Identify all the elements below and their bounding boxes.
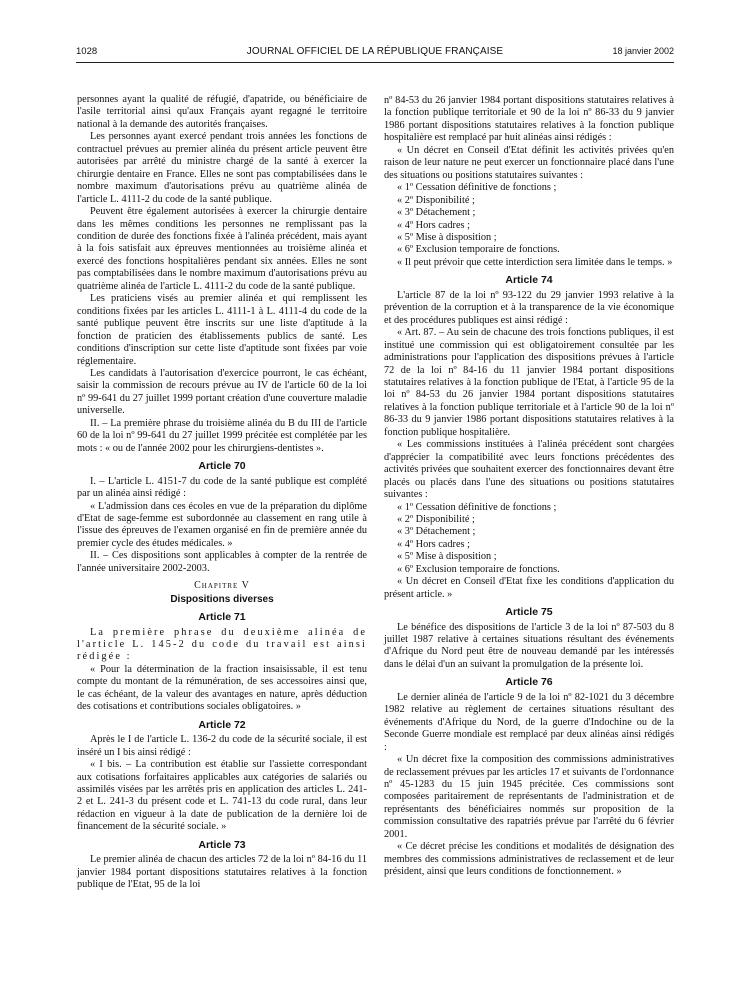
publication-date: 18 janvier 2002 [612, 46, 674, 56]
paragraph: II. – La première phrase du troisième alinéa du B du III de l'article 60 de la loi nº 99-641 du 27 juillet 1999 précitée est complétée par les mots : « ou de l'année 2002 pour les chirurgiens-dentistes ». [77, 417, 367, 454]
list-item: « 6º Exclusion temporaire de fonctions. [397, 244, 560, 256]
quoted-paragraph: « Ce décret précise les conditions et modalités de désignation des membres des commissions administratives de reclassement et de leur président, ainsi que leurs conditions de fonctionnement. » [384, 841, 674, 878]
list-item: « 1º Cessation définitive de fonctions ; [397, 182, 557, 194]
chapter-title: Dispositions diverses [170, 593, 274, 605]
paragraph: L'article 87 de la loi nº 93-122 du 29 janvier 1993 relative à la prévention de la corruption et à la transparence de la vie économique et des procédures publiques est ainsi rédigé : [384, 289, 674, 326]
quoted-paragraph: « L'admission dans ces écoles en vue de la préparation du diplôme d'Etat de sage-femme est subordonnée au classement en rang utile à l'issue des épreuves de l'examen organisé en fin de première année du premier cycle des études médicales. » [77, 500, 367, 549]
article-heading: Article 75 [505, 606, 553, 619]
article-heading: Article 71 [198, 611, 246, 624]
paragraph: Les praticiens visés au premier alinéa et qui remplissent les conditions fixées par les articles L. 4111-1 à L. 4111-4 du code de la santé publique peuvent être inscrits sur une liste d'aptitude à la fonction de praticien des établissements publics de santé. Les conditions d'inscription sur cette liste d'aptitude sont fixées par voie réglementaire. [77, 293, 367, 367]
list [384, 502, 674, 577]
paragraph: Le premier alinéa de chacun des articles 72 de la loi nº 84-16 du 11 janvier 1984 portant dispositions statutaires relatives à la fonction publique de l'Etat, 95 de la loi [77, 854, 367, 891]
page-header [76, 46, 674, 60]
list [384, 182, 674, 257]
right-column [384, 95, 674, 879]
list-item: « 1º Cessation définitive de fonctions ; [397, 501, 557, 513]
list-item: « 4º Hors cadres ; [397, 219, 470, 231]
paragraph: I. – L'article L. 4151-7 du code de la santé publique est complété par un alinéa ainsi rédigé : [77, 475, 367, 500]
quoted-paragraph: « Un décret en Conseil d'Etat définit les activités privées qu'en raison de leur nature ne peut exercer un fonctionnaire placé dans l'une des situations ou positions statutaires suivantes : [384, 144, 674, 181]
left-column [77, 94, 367, 892]
quoted-paragraph: « Un décret fixe la composition des commissions administratives de reclassement prévues par les articles 17 et suivants de l'ordonnance nº 45-1283 du 15 juin 1945 précitée. Ces commissions sont composées paritairement de représentants de l'administration et de représentants des bénéficiaires nommés sur proposition de la commission consultative des rapatriés prévue par l'arrêté du 6 février 2001. [384, 754, 674, 840]
list-item: « 5º Mise à disposition ; [397, 551, 497, 563]
list-item: « 3º Détachement ; [397, 526, 476, 538]
header-rule [76, 62, 674, 63]
quoted-paragraph: « Un décret en Conseil d'Etat fixe les conditions d'application du présent article. » [384, 576, 674, 600]
quoted-paragraph: « Pour la détermination de la fraction insaisissable, il est tenu compte du montant de la rémunération, de ses accessoires ainsi que, le cas échéant, de la valeur des avantages en nature, après déduction des cotisations et contributions sociales obligatoires. » [77, 663, 367, 713]
quoted-paragraph: « Les commissions instituées à l'alinéa précédent sont chargées d'apprécier la compatibilité avec leurs fonctions précédentes des activités privées que souhaitent exercer des fonctionnaires devant être placés ou placés dans l'une des situations ou positions statutaires suivantes : [384, 439, 674, 501]
chapter-heading: Chapitre V [194, 580, 250, 592]
article-heading: Article 73 [198, 838, 246, 851]
paragraph: Peuvent être également autorisées à exercer la chirurgie dentaire dans les mêmes conditions les personnes ne remplissant pas la condition de durée des fonctions fixée à l'alinéa précédent, mais ayant à la fois satisfait aux épreuves mentionnées au troisième alinéa et exercé des fonctions hospitalières pendant six années. Elles ne sont pas comptabilisées dans le nombre maximum d'autorisations prévu au quatrième alinéa de l'article L. 4111-2 du code de la santé publique. [77, 206, 367, 292]
paragraph: Le dernier alinéa de l'article 9 de la loi nº 82-1021 du 3 décembre 1982 relative au règlement de certaines situations résultant des événements d'Afrique du Nord, de la guerre d'Indochine ou de la Seconde Guerre mondiale est remplacé par deux alinéas ainsi rédigés : [384, 691, 674, 753]
paragraph: Le bénéfice des dispositions de l'article 3 de la loi nº 87-503 du 8 juillet 1987 relative à certaines situations résultant des événements d'Afrique du Nord peut être de nouveau demandé par les intéressés dans le délai d'un an suivant la promulgation de la présente loi. [384, 621, 674, 670]
quoted-paragraph: « Il peut prévoir que cette interdiction sera limitée dans le temps. » [397, 256, 673, 268]
article-heading: Article 74 [505, 274, 553, 287]
list-item: « 5º Mise à disposition ; [397, 231, 497, 243]
paragraph: Les personnes ayant exercé pendant trois années les fonctions de contractuel prévues au premier alinéa du présent article peuvent être autorisées par arrêté du ministre chargé de la santé à exercer la chirurgie dentaire en France. Elles ne sont pas comptabilisées dans le nombre maximum d'autorisations prévu au quatrième alinéa de l'article L. 4111-2 du code de la santé publique. [77, 131, 367, 205]
list-item: « 2º Disponibilité ; [397, 513, 475, 525]
quoted-paragraph: « I bis. – La contribution est établie sur l'assiette correspondant aux cotisations forfaitaires applicables aux catégories de salariés ou assimilés visées par les arrêtés pris en application des articles L. 241-2 et L. 241-3 du présent code et L. 741-13 du code rural, dans leur rédaction en vigueur à la date de publication de la dernière loi de financement de la sécurité sociale. » [77, 759, 367, 833]
paragraph: Les candidats à l'autorisation d'exercice pourront, le cas échéant, saisir la commission de recours prévue au IV de l'article 60 de la loi nº 99-641 du 27 juillet 1999 portant création d'une couverture maladie universelle. [77, 367, 367, 417]
journal-title: JOURNAL OFFICIEL DE LA RÉPUBLIQUE FRANÇAISE [246, 46, 504, 57]
article-heading: Article 76 [505, 676, 553, 689]
article-heading: Article 70 [198, 460, 246, 473]
list-item: « 3º Détachement ; [397, 207, 476, 219]
paragraph: nº 84-53 du 26 janvier 1984 portant dispositions statutaires relatives à la fonction publique territoriale et 90 de la loi nº 86-33 du 9 janvier 1986 portant dispositions statutaires relatives à la fonction publique hospitalière est remplacé par huit alinéas ainsi rédigés : [384, 95, 674, 144]
paragraph: personnes ayant la qualité de réfugié, d'apatride, ou bénéficiaire de l'asile territorial ainsi qu'aux Français ayant regagné le territoire national à la demande des autorités françaises. [77, 94, 367, 130]
list-item: « 2º Disponibilité ; [397, 194, 475, 206]
list-item: « 4º Hors cadres ; [397, 538, 470, 550]
list-item: « 6º Exclusion temporaire de fonctions. [397, 563, 560, 575]
paragraph: II. – Ces dispositions sont applicables à compter de la rentrée de l'année universitaire 2002-2003. [77, 550, 367, 574]
article-heading: Article 72 [198, 718, 246, 731]
paragraph: Après le I de l'article L. 136-2 du code de la sécurité sociale, il est inséré un I bis ainsi rédigé : [77, 734, 367, 758]
quoted-paragraph: « Art. 87. – Au sein de chacune des trois fonctions publiques, il est institué une commission qui est obligatoirement consultée par les administrations pour l'application des dispositions prévues à l'article 72 de la loi nº 84-16 du 11 janvier 1984 portant dispositions statutaires relatives à la fonction publique de l'Etat, à l'article 95 de la loi nº 84-53 du 26 janvier 1984 portant dispositions statutaires relatives à la fonction publique territoriale et à l'article 90 de la loi nº 86-33 du 9 janvier 1986 portant dispositions statutaires relatives à la fonction publique hospitalière. [384, 327, 674, 438]
paragraph: La première phrase du deuxième alinéa de l'article L. 145-2 du code du travail est ainsi rédigée : [77, 626, 367, 663]
page-number: 1028 [76, 46, 98, 57]
